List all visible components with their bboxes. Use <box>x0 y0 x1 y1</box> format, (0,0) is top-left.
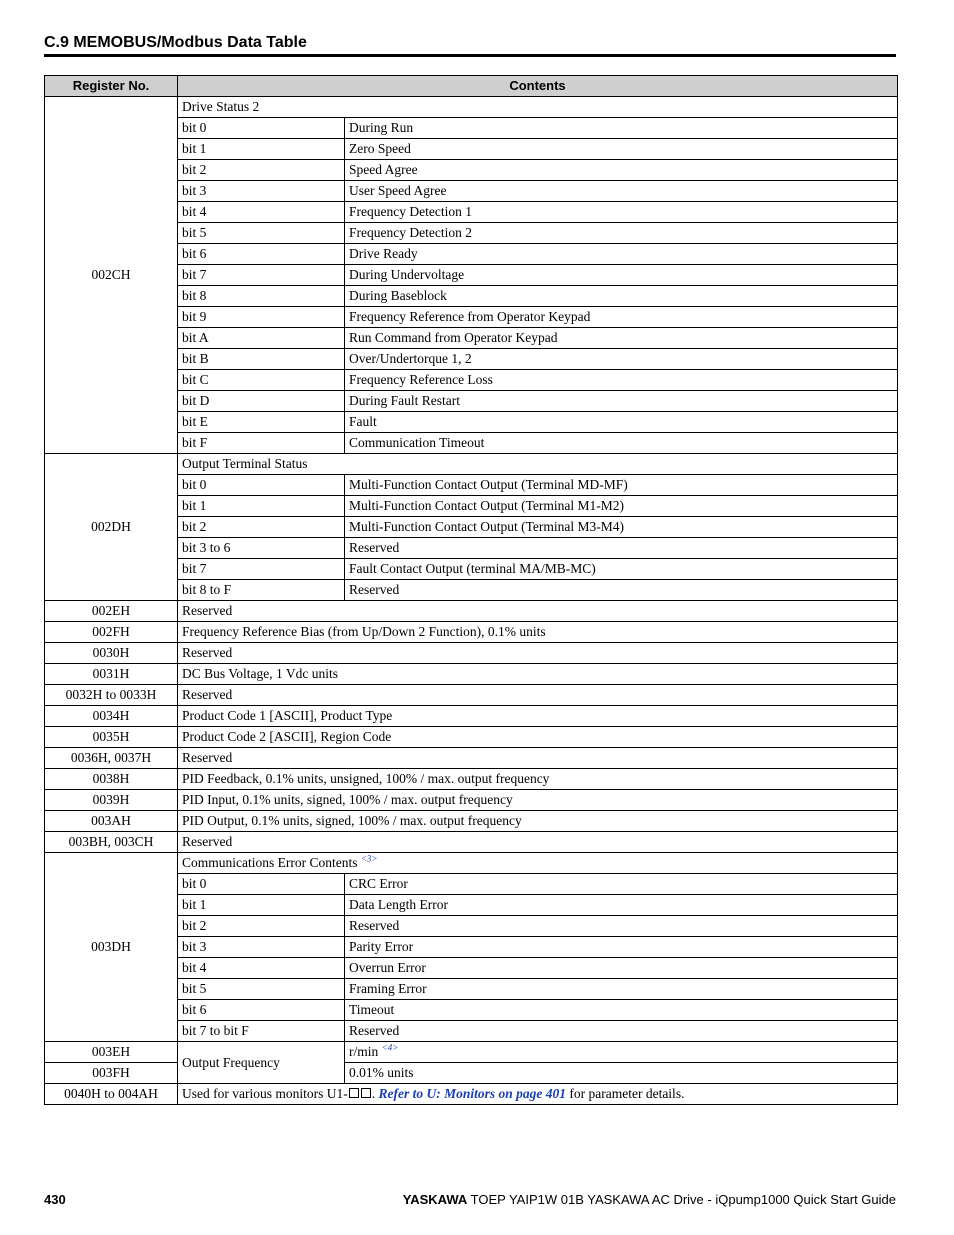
contents-cell: Frequency Reference Bias (from Up/Down 2 Function), 0.1% units <box>178 622 898 643</box>
contents-cell: Reserved <box>178 643 898 664</box>
unit-cell <box>345 1063 898 1084</box>
heading-rule <box>44 54 896 57</box>
bit-cell: bit 5 <box>178 979 345 1000</box>
bit-cell: bit A <box>178 328 345 349</box>
bit-cell: bit 7 to bit F <box>178 1021 345 1042</box>
output-frequency-label: Output Frequency <box>178 1042 345 1084</box>
table-row <box>45 622 898 643</box>
bit-description-cell: Framing Error <box>345 979 898 1000</box>
monitor-text-after: for parameter details. <box>569 1086 685 1101</box>
group-title: Communications Error Contents <box>182 855 358 870</box>
bit-cell: bit E <box>178 412 345 433</box>
table-row <box>45 685 898 706</box>
placeholder-box-icon <box>349 1088 359 1098</box>
memobus-data-table <box>44 75 898 1105</box>
monitor-text-dot: . <box>371 1086 376 1101</box>
register-cell: 003AH <box>45 811 178 832</box>
register-cell: 003BH, 003CH <box>45 832 178 853</box>
contents-cell: DC Bus Voltage, 1 Vdc units <box>178 664 898 685</box>
bit-cell: bit 1 <box>178 895 345 916</box>
bit-description-cell: Frequency Detection 2 <box>345 223 898 244</box>
table-row <box>45 1042 898 1063</box>
bit-description-cell: During Run <box>345 118 898 139</box>
contents-cell: PID Output, 0.1% units, signed, 100% / max. output frequency <box>178 811 898 832</box>
register-cell: 0035H <box>45 727 178 748</box>
page-number: 430 <box>44 1192 66 1207</box>
bit-cell: bit 3 <box>178 937 345 958</box>
bit-cell: bit B <box>178 349 345 370</box>
bit-description-cell: Frequency Reference from Operator Keypad <box>345 307 898 328</box>
register-cell: 0032H to 0033H <box>45 685 178 706</box>
register-cell: 0039H <box>45 790 178 811</box>
table-row <box>45 832 898 853</box>
footer-doc-info <box>403 1192 896 1207</box>
footnote-ref[interactable]: <4> <box>381 1042 399 1053</box>
bit-cell: bit 4 <box>178 202 345 223</box>
section-heading: C.9 MEMOBUS/Modbus Data Table <box>44 34 307 51</box>
register-cell: 003EH <box>45 1042 178 1063</box>
table-row <box>45 1084 898 1105</box>
bit-cell: bit 8 to F <box>178 580 345 601</box>
bit-description-cell: Reserved <box>345 916 898 937</box>
footer-brand: YASKAWA <box>402 1192 468 1207</box>
contents-column-header: Contents <box>178 76 898 97</box>
table-row <box>45 601 898 622</box>
group-title-cell <box>178 454 898 475</box>
bit-description-cell: Over/Undertorque 1, 2 <box>345 349 898 370</box>
unit-cell <box>345 1042 898 1063</box>
bit-cell: bit 2 <box>178 517 345 538</box>
table-header-row <box>45 76 898 97</box>
table-row <box>45 97 898 118</box>
table-row <box>45 643 898 664</box>
register-cell: 003DH <box>45 853 178 1042</box>
bit-description-cell: Reserved <box>345 1021 898 1042</box>
monitor-text: Used for various monitors U1- <box>182 1086 348 1101</box>
bit-cell: bit 0 <box>178 874 345 895</box>
table-body <box>45 97 898 1105</box>
bit-cell: bit 8 <box>178 286 345 307</box>
register-cell: 002FH <box>45 622 178 643</box>
register-cell: 0034H <box>45 706 178 727</box>
bit-cell: bit 6 <box>178 244 345 265</box>
bit-cell: bit 5 <box>178 223 345 244</box>
bit-description-cell: Overrun Error <box>345 958 898 979</box>
contents-cell: Reserved <box>178 601 898 622</box>
bit-description-cell: Speed Agree <box>345 160 898 181</box>
bit-description-cell: Fault <box>345 412 898 433</box>
placeholder-box-icon <box>361 1088 371 1098</box>
bit-cell: bit 0 <box>178 475 345 496</box>
contents-cell: PID Input, 0.1% units, signed, 100% / max. output frequency <box>178 790 898 811</box>
bit-cell: bit 6 <box>178 1000 345 1021</box>
footnote-ref[interactable]: <3> <box>360 853 378 864</box>
bit-cell: bit C <box>178 370 345 391</box>
bit-description-cell: Zero Speed <box>345 139 898 160</box>
monitors-page-link[interactable]: Refer to U: Monitors on page 401 <box>378 1086 566 1101</box>
table-row <box>45 664 898 685</box>
bit-description-cell: User Speed Agree <box>345 181 898 202</box>
register-cell: 002CH <box>45 97 178 454</box>
bit-description-cell: Data Length Error <box>345 895 898 916</box>
register-cell: 002EH <box>45 601 178 622</box>
register-cell: 0036H, 0037H <box>45 748 178 769</box>
register-cell: 003FH <box>45 1063 178 1084</box>
bit-cell: bit 2 <box>178 916 345 937</box>
bit-cell: bit 2 <box>178 160 345 181</box>
register-cell: 0040H to 004AH <box>45 1084 178 1105</box>
bit-description-cell: CRC Error <box>345 874 898 895</box>
contents-cell: PID Feedback, 0.1% units, unsigned, 100% / max. output frequency <box>178 769 898 790</box>
register-cell: 002DH <box>45 454 178 601</box>
unit-value: r/min <box>349 1044 379 1059</box>
bit-cell: bit 1 <box>178 139 345 160</box>
table-row <box>45 769 898 790</box>
bit-description-cell: Drive Ready <box>345 244 898 265</box>
register-cell: 0030H <box>45 643 178 664</box>
table-row <box>45 1063 898 1084</box>
table-row <box>45 790 898 811</box>
bit-cell: bit 7 <box>178 559 345 580</box>
register-column-header: Register No. <box>45 76 178 97</box>
bit-cell: bit D <box>178 391 345 412</box>
contents-cell: Product Code 1 [ASCII], Product Type <box>178 706 898 727</box>
register-cell: 0038H <box>45 769 178 790</box>
bit-cell: bit 0 <box>178 118 345 139</box>
contents-cell: Reserved <box>178 832 898 853</box>
table-row <box>45 748 898 769</box>
table-row <box>45 811 898 832</box>
bit-description-cell: Reserved <box>345 580 898 601</box>
group-title-cell <box>178 853 898 874</box>
contents-cell: Product Code 2 [ASCII], Region Code <box>178 727 898 748</box>
bit-description-cell: During Baseblock <box>345 286 898 307</box>
bit-cell: bit F <box>178 433 345 454</box>
footer-doc-title: TOEP YAIP1W 01B YASKAWA AC Drive - iQpump1000 Quick Start Guide <box>470 1192 896 1207</box>
table-row <box>45 454 898 475</box>
bit-description-cell: Multi-Function Contact Output (Terminal M3-M4) <box>345 517 898 538</box>
bit-description-cell: Fault Contact Output (terminal MA/MB-MC) <box>345 559 898 580</box>
bit-description-cell: Multi-Function Contact Output (Terminal M1-M2) <box>345 496 898 517</box>
bit-description-cell: Reserved <box>345 538 898 559</box>
group-title: Drive Status 2 <box>182 99 260 114</box>
contents-cell: Reserved <box>178 748 898 769</box>
bit-description-cell: Timeout <box>345 1000 898 1021</box>
bit-cell: bit 7 <box>178 265 345 286</box>
register-cell: 0031H <box>45 664 178 685</box>
bit-description-cell: Run Command from Operator Keypad <box>345 328 898 349</box>
bit-description-cell: During Fault Restart <box>345 391 898 412</box>
bit-description-cell: Communication Timeout <box>345 433 898 454</box>
contents-cell: Reserved <box>178 685 898 706</box>
table-row <box>45 706 898 727</box>
group-title-cell <box>178 97 898 118</box>
unit-value: 0.01% units <box>349 1065 414 1080</box>
bit-description-cell: Multi-Function Contact Output (Terminal MD-MF) <box>345 475 898 496</box>
bit-description-cell: Frequency Reference Loss <box>345 370 898 391</box>
table-row <box>45 727 898 748</box>
bit-cell: bit 3 to 6 <box>178 538 345 559</box>
bit-cell: bit 3 <box>178 181 345 202</box>
bit-description-cell: During Undervoltage <box>345 265 898 286</box>
bit-description-cell: Frequency Detection 1 <box>345 202 898 223</box>
table-row <box>45 853 898 874</box>
group-title: Output Terminal Status <box>182 456 308 471</box>
bit-cell: bit 1 <box>178 496 345 517</box>
bit-cell: bit 9 <box>178 307 345 328</box>
bit-cell: bit 4 <box>178 958 345 979</box>
bit-description-cell: Parity Error <box>345 937 898 958</box>
contents-cell <box>178 1084 898 1105</box>
